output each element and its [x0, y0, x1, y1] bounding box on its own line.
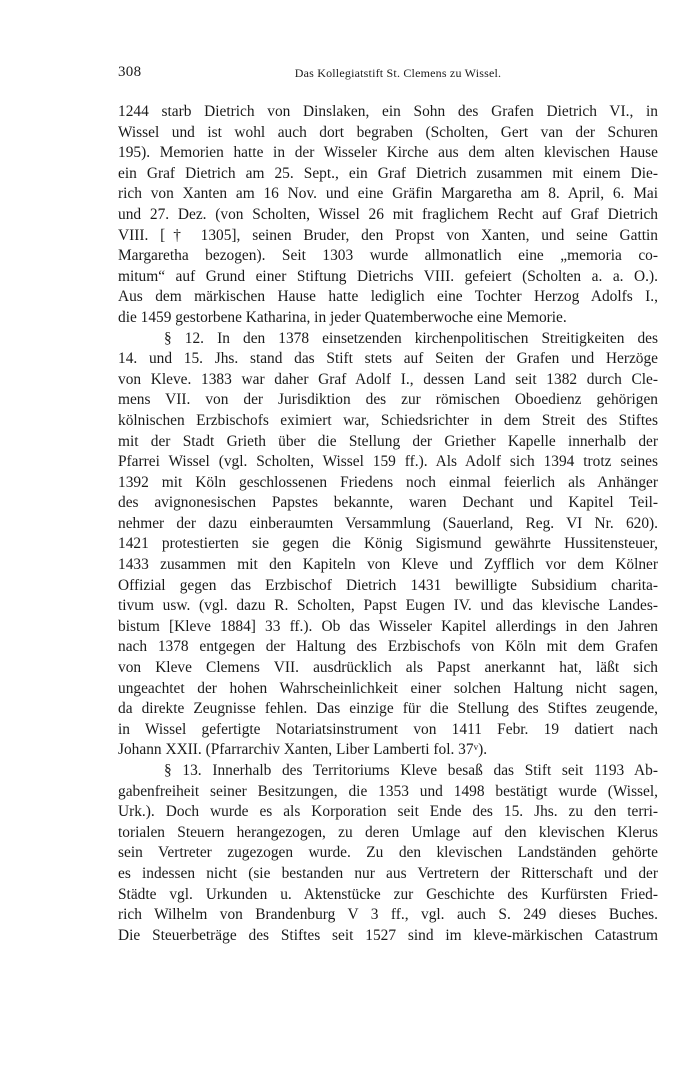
paragraph-start-section-12: § 12. In den 1378 einsetzenden kirchenpolitischen Streitigkeiten des: [164, 329, 658, 347]
text-line: 1421 protestierten sie gegen die König Sigismund gewährte Hussitensteuer,: [118, 535, 658, 553]
text-line: in Wissel gefertigte Notariatsinstrument von 1411 Febr. 19 datiert nach: [118, 720, 658, 738]
text-line: rich von Xanten am 16 Nov. und eine Gräfin Margaretha am 8. April, 6. Mai: [118, 185, 658, 203]
text-line: von Kleve. 1383 war daher Graf Adolf I., dessen Land seit 1382 durch Cle-: [118, 370, 658, 388]
text-line: tivum usw. (vgl. dazu R. Scholten, Papst Eugen IV. und das klevische Landes-: [118, 597, 658, 615]
text-line: es indessen nicht (sie bestanden nur aus Vertretern der Ritterschaft und der: [118, 864, 658, 882]
text-line: kölnischen Erzbischofs eximiert war, Schiedsrichter in dem Streit des Stiftes: [118, 411, 658, 429]
text-line: die 1459 gestorbene Katharina, in jeder Quatemberwoche eine Memorie.: [118, 308, 567, 326]
text-line: da direkte Zeugnisse fehlen. Das einzige für die Stellung des Stiftes zeugende,: [118, 700, 658, 718]
text-line: torialen Steuern herangezogen, zu deren Umlage auf den klevischen Klerus: [118, 823, 658, 841]
page-number: 308: [118, 64, 142, 80]
text-line: mitum“ auf Grund einer Stiftung Dietrichs VIII. gefeiert (Scholten a. a. O.).: [118, 267, 658, 285]
text-line: gabenfreiheit seiner Besitzungen, die 1353 und 1498 bestätigt wurde (Wissel,: [118, 782, 658, 800]
paragraph-start-section-13: § 13. Innerhalb des Territoriums Kleve besaß das Stift seit 1193 Ab-: [164, 762, 658, 779]
text-line: ein Graf Dietrich am 25. Sept., ein Graf Dietrich zusammen mit einem Die-: [118, 164, 658, 182]
text-line: Margaretha bezogen). Seit 1303 wurde allmonatlich eine „memoria co-: [118, 247, 658, 265]
text-line: 1244 starb Dietrich von Dinslaken, ein Sohn des Grafen Dietrich VI., in: [118, 103, 658, 120]
body-text: [118, 102, 658, 946]
text-line: Pfarrei Wissel (vgl. Scholten, Wissel 159 ff.). Als Adolf sich 1394 trotz seines: [118, 453, 658, 471]
text-line: bistum [Kleve 1884] 33 ff.). Ob das Wisseler Kapitel allerdings in den Jahren: [118, 617, 658, 635]
text-line: Die Steuerbeträge des Stiftes seit 1527 sind im kleve-märkischen Catastrum: [118, 926, 658, 944]
page-header: [118, 64, 658, 86]
text-line: 1392 mit Köln geschlossenen Friedens noch einmal feierlich als Anhänger: [118, 473, 658, 491]
text-line: rich Wilhelm von Brandenburg V 3 ff., vgl. auch S. 249 dieses Buches.: [118, 906, 658, 924]
text-line: mit der Stadt Grieth über die Stellung der Griether Kapelle innerhalb der: [118, 432, 658, 450]
text-line: des avignonesischen Papstes bekannte, waren Dechant und Kapitel Teil-: [118, 494, 658, 512]
text-line: nach 1378 entgegen der Haltung des Erzbischofs von Köln mit dem Grafen: [118, 638, 658, 656]
text-line: 14. und 15. Jhs. stand das Stift stets auf Seiten der Grafen und Herzöge: [118, 350, 658, 368]
text-line: ungeachtet der hohen Wahrscheinlichkeit einer solchen Haltung nicht sagen,: [118, 679, 658, 697]
text-line: 195). Memorien hatte in der Wisseler Kirche aus dem alten klevischen Hause: [118, 144, 658, 162]
text-line: Johann XXII. (Pfarrarchiv Xanten, Liber Lamberti fol. 37ᵛ).: [118, 741, 488, 759]
text-line: VIII. [† 1305], seinen Bruder, den Propst von Xanten, und seine Gattin: [118, 226, 658, 244]
running-title: Das Kollegiatstift St. Clemens zu Wissel.: [294, 66, 502, 80]
text-line: und 27. Dez. (von Scholten, Wissel 26 mit fraglichem Recht auf Graf Dietrich: [118, 205, 658, 223]
text-line: Aus dem märkischen Hause hatte lediglich eine Tochter Herzog Adolfs I.,: [118, 288, 658, 306]
text-line: nehmer der dazu einberaumten Versammlung (Sauerland, Reg. VI Nr. 620).: [118, 514, 658, 532]
text-line: Städte vgl. Urkunden u. Aktenstücke zur Geschichte des Kurfürsten Fried-: [118, 885, 658, 903]
text-line: 1433 zusammen mit den Kapiteln von Kleve und Zyfflich vor dem Kölner: [118, 556, 658, 574]
text-line: sein Vertreter zugezogen wurde. Zu den klevischen Landständen gehörte: [118, 844, 658, 862]
text-line: mens VII. von der Jurisdiktion des zur römischen Oboedienz gehörigen: [118, 391, 658, 409]
text-line: Offizial gegen das Erzbischof Dietrich 1431 bewilligte Subsidium charita-: [118, 576, 658, 594]
text-line: von Kleve Clemens VII. ausdrücklich als Papst anerkannt hat, läßt sich: [118, 659, 658, 677]
text-line: Wissel und ist wohl auch dort begraben (Scholten, Gert van der Schuren: [118, 123, 658, 141]
text-line: Urk.). Doch wurde es als Korporation seit Ende des 15. Jhs. zu den terri-: [118, 803, 658, 821]
